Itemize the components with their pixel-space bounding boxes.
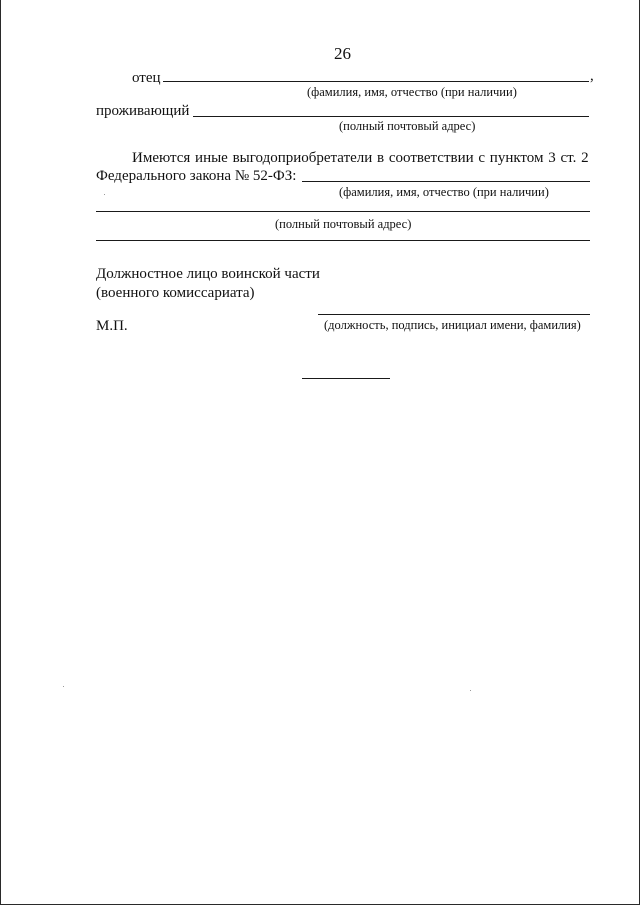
beneficiary-name-caption: (фамилия, имя, отчество (при наличии) xyxy=(339,185,549,199)
scan-speck xyxy=(63,686,64,687)
father-trailing-comma: , xyxy=(590,68,594,84)
residing-address-caption: (полный почтовый адрес) xyxy=(339,119,476,133)
official-title-line-1: Должностное лицо воинской части xyxy=(96,266,320,282)
scan-speck xyxy=(470,690,471,691)
beneficiary-address-caption: (полный почтовый адрес) xyxy=(275,217,412,231)
scan-speck xyxy=(104,194,105,195)
residing-label: проживающий xyxy=(96,103,190,119)
father-label: отец xyxy=(132,70,161,86)
stamp-placeholder-label: М.П. xyxy=(96,318,128,334)
beneficiary-name-continuation-line xyxy=(96,211,590,212)
official-title-line-2: (военного комиссариата) xyxy=(96,285,255,301)
residing-address-line xyxy=(193,116,589,117)
official-signature-caption: (должность, подпись, инициал имени, фамилия) xyxy=(324,318,581,332)
official-signature-line xyxy=(318,314,590,315)
beneficiary-name-line xyxy=(302,181,590,182)
beneficiaries-text-line-1: Имеются иные выгодоприобретатели в соответствии с пунктом 3 ст. 2 xyxy=(132,150,589,166)
beneficiary-address-line xyxy=(96,240,590,241)
closing-separator-line xyxy=(302,378,390,379)
father-name-caption: (фамилия, имя, отчество (при наличии) xyxy=(307,85,517,99)
father-name-line xyxy=(163,81,589,82)
beneficiaries-text-line-2: Федерального закона № 52-ФЗ: xyxy=(96,168,297,184)
page-number: 26 xyxy=(334,44,351,63)
